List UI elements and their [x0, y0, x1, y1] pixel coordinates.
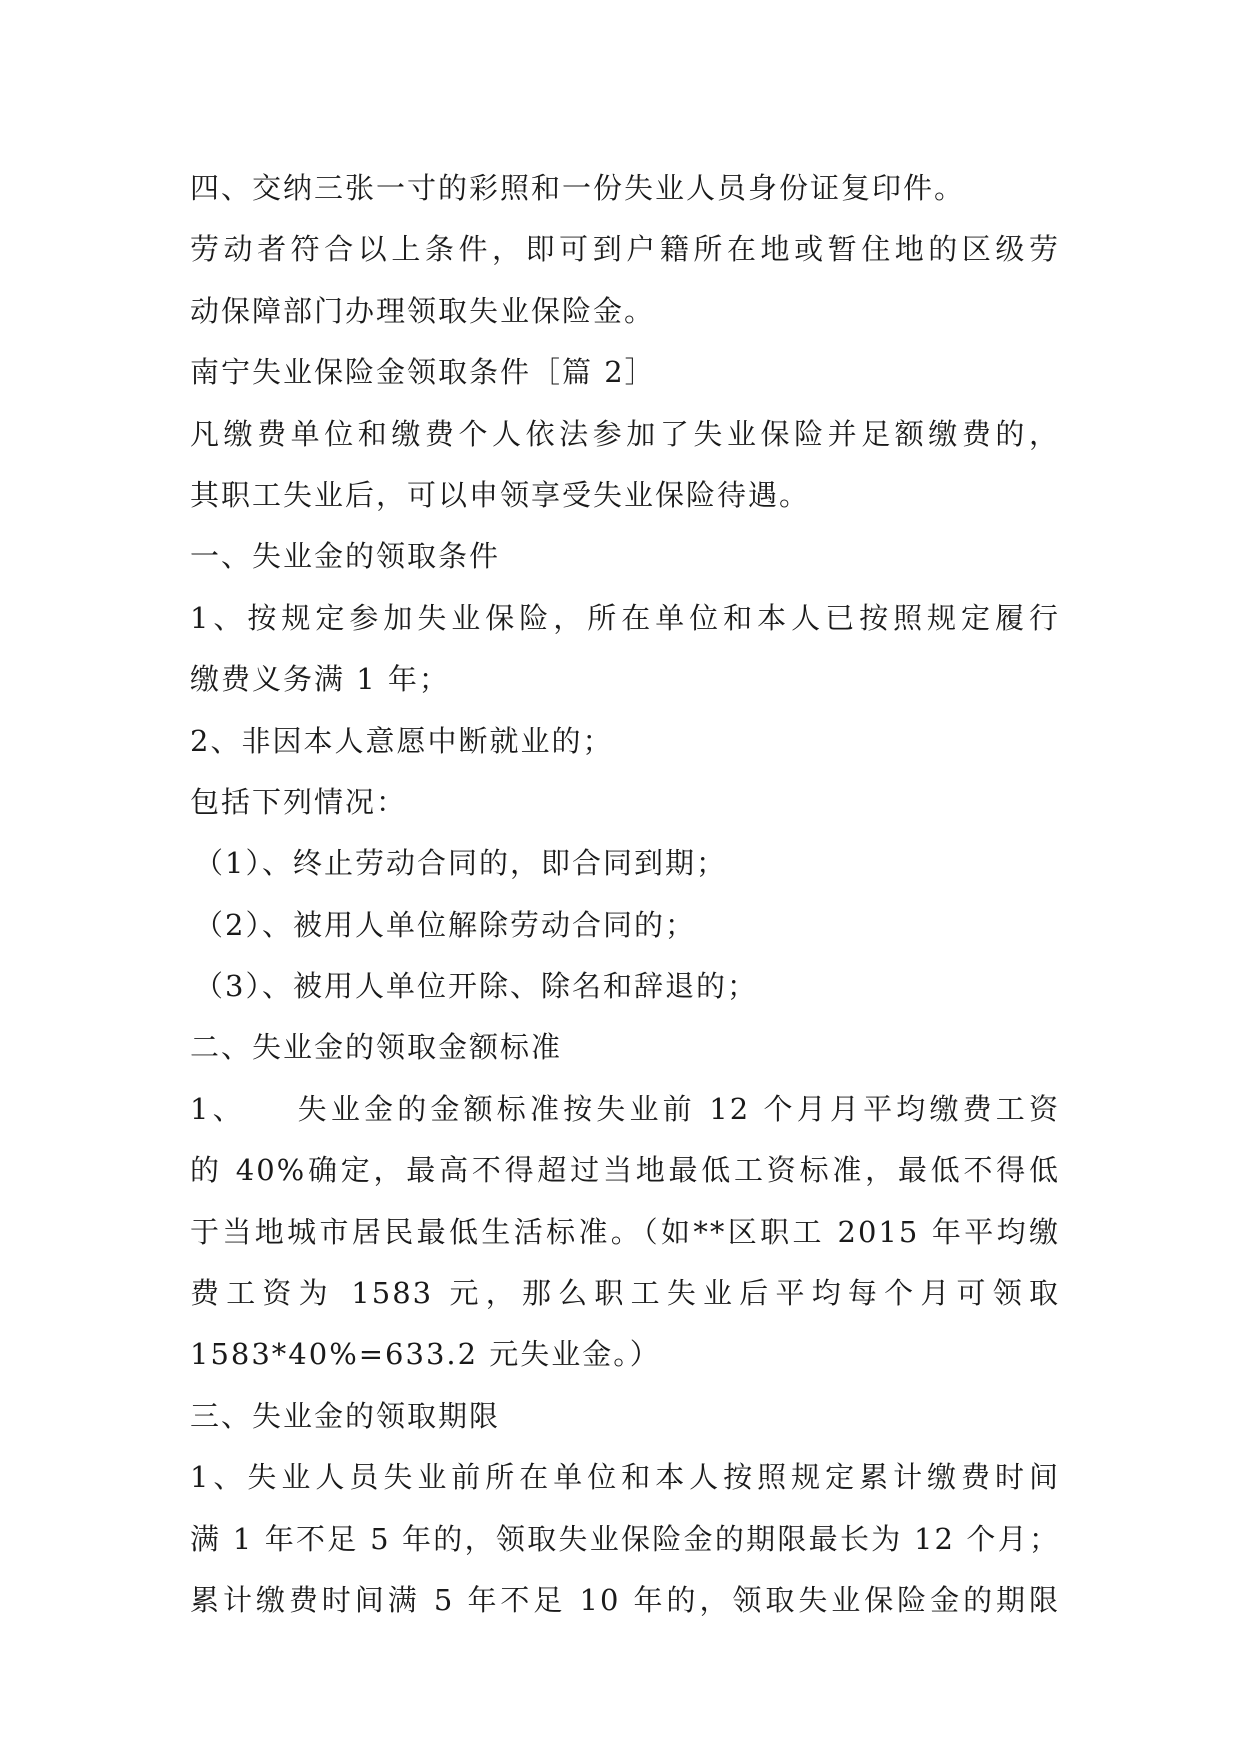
list-item: （3）、被用人单位开除、除名和辞退的；: [194, 969, 758, 1004]
text-line: 四、交纳三张一寸的彩照和一份失业人员身份证复印件。: [190, 171, 966, 205]
text-line: 2、非因本人意愿中断就业的；: [190, 723, 614, 758]
text-line: 1583*40%=633.2 元失业金。）: [190, 1337, 661, 1372]
section-heading: 南宁失业保险金领取条件［篇 2］: [190, 355, 656, 390]
text-line: 的 40%确定，最高不得超过当地最低工资标准，最低不得低: [190, 1153, 1060, 1188]
list-item: （1）、终止劳动合同的，即合同到期；: [194, 846, 727, 881]
text-line: 1、按规定参加失业保险，所在单位和本人已按照规定履行: [190, 600, 1060, 635]
text-line: 包括下列情况：: [190, 784, 408, 819]
text-line: 缴费义务满 1 年；: [190, 662, 450, 697]
document-body: [190, 158, 1060, 1631]
text-line: 劳动者符合以上条件，即可到户籍所在地或暂住地的区级劳: [190, 232, 1060, 267]
text-line: 1、失业人员失业前所在单位和本人按照规定累计缴费时间: [190, 1460, 1060, 1495]
section-heading: 二、失业金的领取金额标准: [190, 1030, 563, 1065]
list-item: （2）、被用人单位解除劳动合同的；: [194, 907, 696, 942]
text-line: 其职工失业后，可以申领享受失业保险待遇。: [190, 477, 811, 512]
text-line: 凡缴费单位和缴费个人依法参加了失业保险并足额缴费的，: [190, 416, 1060, 451]
text-line: 费工资为 1583 元，那么职工失业后平均每个月可领取: [190, 1276, 1060, 1311]
text-line: 1、 失业金的金额标准按失业前 12 个月月平均缴费工资: [190, 1091, 1060, 1126]
text-line: 累计缴费时间满 5 年不足 10 年的，领取失业保险金的期限: [190, 1582, 1060, 1617]
section-heading: 三、失业金的领取期限: [190, 1398, 501, 1433]
text-line: 于当地城市居民最低生活标准。（如**区职工 2015 年平均缴: [190, 1214, 1060, 1249]
text-line: 满 1 年不足 5 年的，领取失业保险金的期限最长为 12 个月；: [190, 1521, 1060, 1556]
section-heading: 一、失业金的领取条件: [190, 539, 501, 574]
text-line: 动保障部门办理领取失业保险金。: [190, 293, 656, 328]
